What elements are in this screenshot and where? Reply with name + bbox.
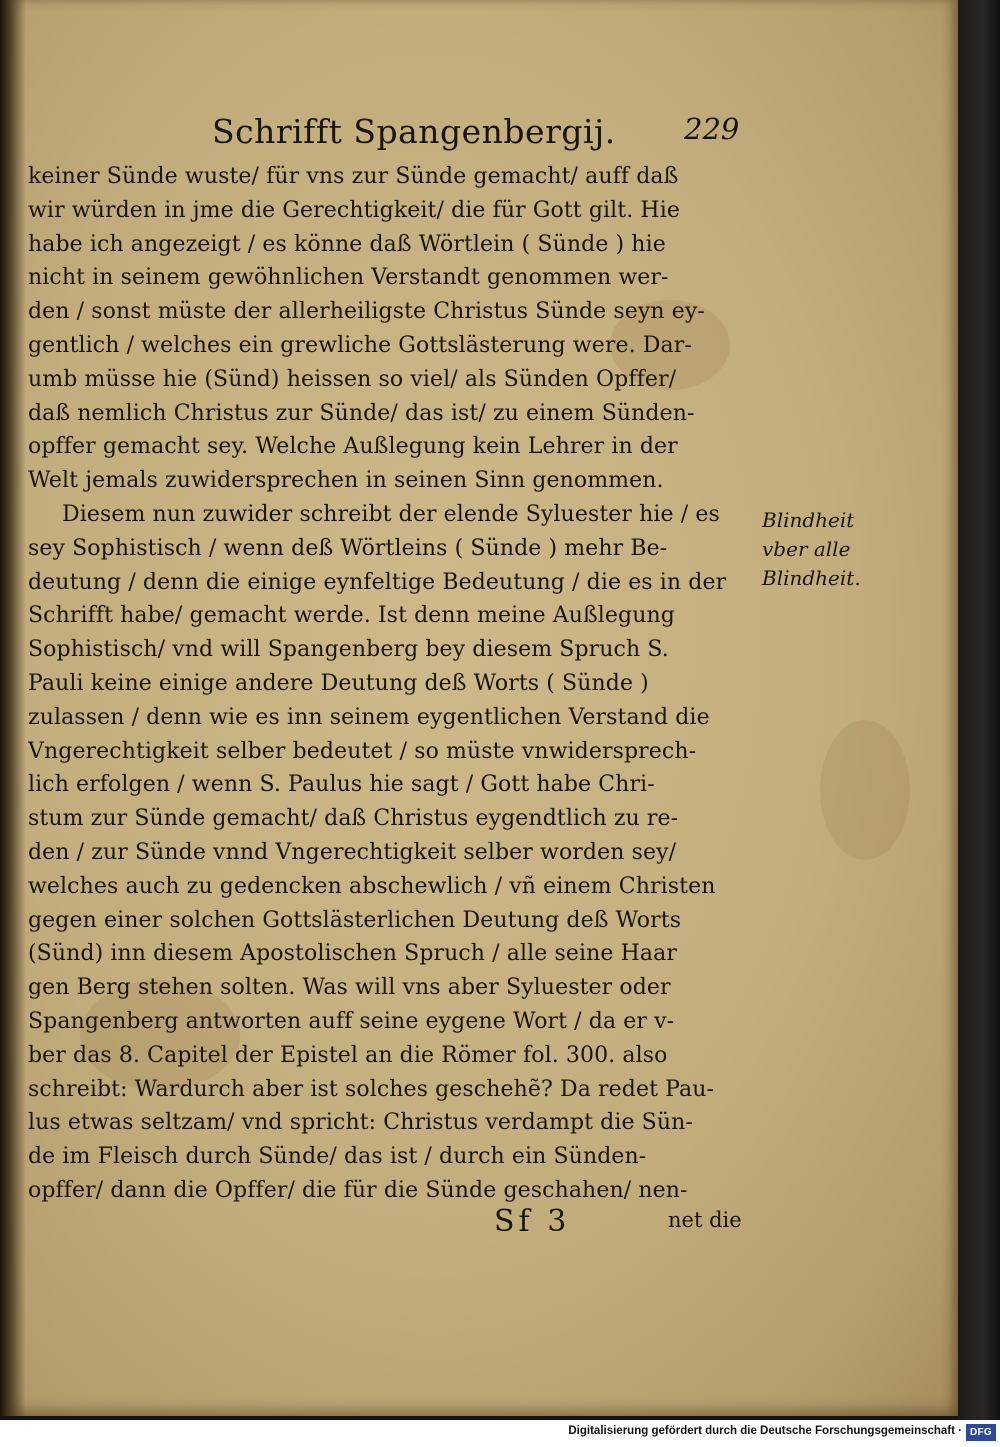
scan-backdrop [958,0,1000,1420]
binding-gutter [0,0,26,1416]
body-line: Vngerechtigkeit selber bedeutet / so müste vnwidersprech- [28,738,697,764]
body-line: Welt jemals zuwidersprechen in seinen Sinn genommen. [28,468,664,494]
body-line: gentlich / welches ein grewliche Gottslästerung were. Dar- [28,332,692,358]
body-line: nicht in seinem gewöhnlichen Verstandt genommen wer- [28,265,669,291]
body-line: sey Sophistisch / wenn deß Wörtleins ( Sünde ) mehr Be- [28,535,668,561]
dfg-logo-icon: DFG [966,1424,996,1441]
catchword: net die [668,1208,742,1232]
body-line: lus etwas seltzam/ vnd spricht: Christus verdampt die Sün- [28,1110,693,1136]
body-line: habe ich angezeigt / es könne daß Wörtlein ( Sünde ) hie [28,231,666,257]
footer-bar [0,1420,1000,1447]
body-line: wir würden in jme die Gerechtigkeit/ die für Gott gilt. Hie [28,197,680,223]
margin-note-line: Blindheit. [762,566,861,590]
signature-mark: Sf 3 [494,1204,571,1239]
body-line: schreibt: Wardurch aber ist solches geschehẽ? Da redet Pau- [28,1076,715,1102]
body-line: Sophistisch/ vnd will Spangenberg bey diesem Spruch S. [28,637,669,663]
margin-note [762,506,958,593]
margin-note-line: vber alle [762,537,851,561]
body-line: (Sünd) inn diesem Apostolischen Spruch / alle seine Haar [28,941,677,967]
body-line: stum zur Sünde gemacht/ daß Christus eygendtlich zu re- [28,806,679,832]
running-head: Schrifft Spangenbergij. [212,112,616,151]
page-number: 229 [684,112,740,146]
body-line: welches auch zu gedencken abschewlich / vñ einem Christen [28,873,716,899]
body-line: Spangenberg antworten auff seine eygene Wort / da er v- [28,1008,675,1034]
body-line: lich erfolgen / wenn S. Paulus hie sagt / Gott habe Chri- [28,772,655,798]
body-line: opffer gemacht sey. Welche Außlegung kein Lehrer in der [28,434,678,460]
body-line: gen Berg stehen solten. Was will vns aber Syluester oder [28,975,671,1001]
margin-note-line: Blindheit [762,508,855,532]
paper-stain [820,720,910,860]
body-line: ber das 8. Capitel der Epistel an die Römer fol. 300. also [28,1042,668,1068]
body-line: zulassen / denn wie es inn seinem eygentlichen Verstand die [28,704,710,730]
body-line: daß nemlich Christus zur Sünde/ das ist/ zu einem Sünden- [28,400,695,426]
body-line: Schrifft habe/ gemacht werde. Ist denn meine Außlegung [28,603,675,629]
body-line: den / zur Sünde vnnd Vngerechtigkeit selber worden sey/ [28,839,677,865]
body-line: keiner Sünde wuste/ für vns zur Sünde gemacht/ auff daß [28,164,679,189]
body-line: de im Fleisch durch Sünde/ das ist / durch ein Sünden- [28,1144,647,1170]
body-line: opffer/ dann die Opffer/ die für die Sünde geschahen/ nen- [28,1177,688,1203]
body-line: Pauli keine einige andere Deutung deß Worts ( Sünde ) [28,670,649,696]
body-line: den / sonst müste der allerheiligste Christus Sünde seyn ey- [28,299,705,325]
body-line: Diesem nun zuwider schreibt der elende Syluester hie / es [62,501,720,527]
body-line: umb müsse hie (Sünd) heissen so viel/ als Sünden Opffer/ [28,366,677,392]
body-line: deutung / denn die einige eynfeltige Bedeutung / die es in der [28,569,727,595]
body-text [28,160,768,1208]
body-line: gegen einer solchen Gottslästerlichen Deutung deß Worts [28,907,682,933]
footer-credit: Digitalisierung gefördert durch die Deutsche Forschungsgemeinschaft · [568,1425,962,1437]
